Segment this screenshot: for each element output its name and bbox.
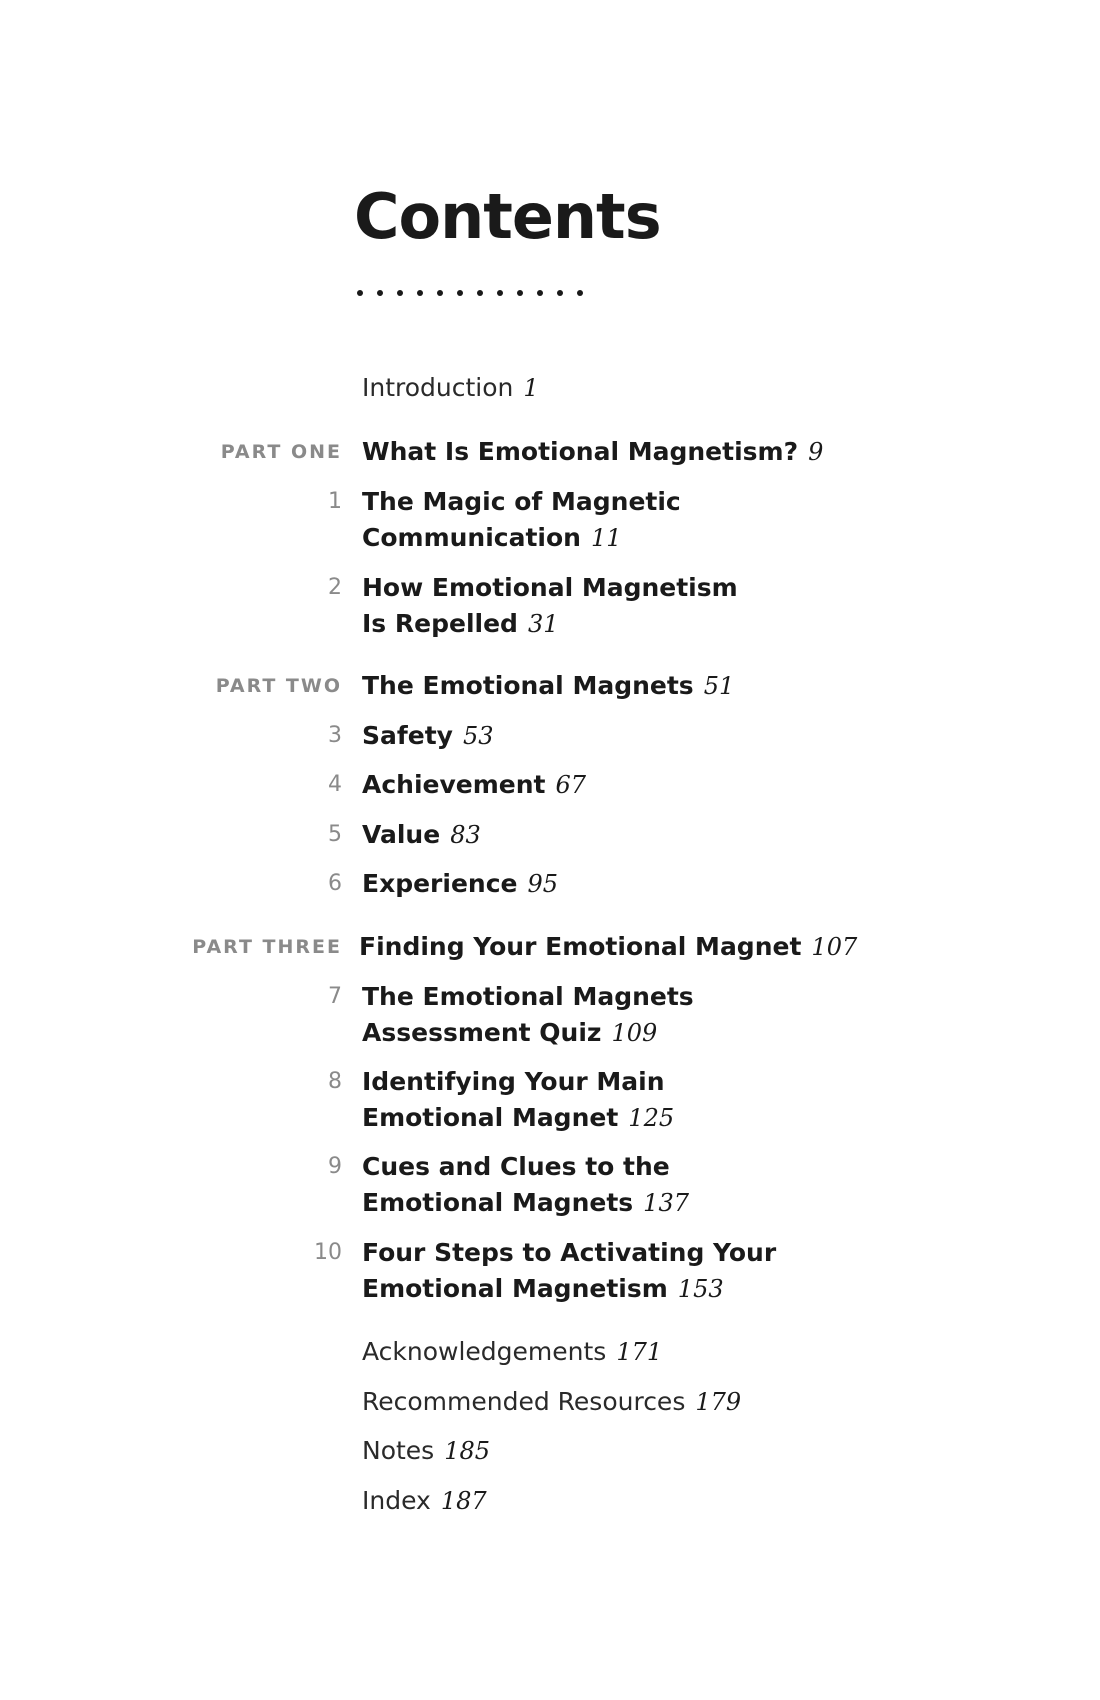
- entry-title: Experience: [362, 869, 518, 898]
- entry-text: [362, 570, 742, 642]
- entry-title: Value: [362, 820, 441, 849]
- entry-title: Acknowledgements: [362, 1337, 607, 1366]
- entry-page-number: 9: [808, 438, 824, 466]
- entry-title: Cues and Clues to the Emotional Magnets: [362, 1152, 670, 1217]
- entry-text: [362, 718, 842, 754]
- entry-title: How Emotional Magnetism Is Repelled: [362, 573, 738, 638]
- entry-title: Identifying Your Main Emotional Magnet: [362, 1067, 665, 1132]
- chapter-number: 1: [328, 489, 342, 514]
- part-label: PART THREE: [192, 936, 342, 958]
- entry-page-number: 107: [811, 933, 858, 961]
- chapter-number: 8: [328, 1069, 342, 1094]
- entry-title: Safety: [362, 721, 453, 750]
- entry-title: Introduction: [362, 373, 514, 402]
- entry-page-number: 31: [527, 610, 559, 638]
- entry-text: [362, 434, 842, 470]
- entry-text: [362, 1149, 692, 1221]
- entry-title: Notes: [362, 1436, 435, 1465]
- entry-text: [362, 484, 692, 556]
- chapter-number: 3: [328, 723, 342, 748]
- entry-page-number: 67: [555, 771, 587, 799]
- entry-page-number: 171: [616, 1338, 663, 1366]
- entry-title: The Emotional Magnets: [362, 671, 694, 700]
- entry-page-number: 185: [444, 1437, 491, 1465]
- entry-page-number: 53: [462, 722, 494, 750]
- chapter-number: 7: [328, 984, 342, 1009]
- entry-title: Recommended Resources: [362, 1387, 686, 1416]
- entry-page-number: 95: [527, 870, 559, 898]
- entry-text: [362, 767, 842, 803]
- entry-page-number: 51: [703, 672, 735, 700]
- entry-text: [362, 1384, 842, 1420]
- entry-text: [362, 668, 842, 704]
- entry-page-number: 125: [628, 1104, 675, 1132]
- entry-text: [362, 979, 702, 1051]
- entry-title: Finding Your Emotional Magnet: [359, 932, 802, 961]
- entry-text: [362, 370, 842, 406]
- entry-text: [362, 1064, 692, 1136]
- part-label: PART ONE: [220, 441, 342, 463]
- entry-title: Four Steps to Activating Your Emotional Magnetism: [362, 1238, 777, 1303]
- entry-text: [362, 1235, 782, 1307]
- entry-page-number: 11: [590, 524, 622, 552]
- part-label: PART TWO: [215, 675, 342, 697]
- chapter-number: 9: [328, 1154, 342, 1179]
- chapter-number: 4: [328, 772, 342, 797]
- chapter-number: 6: [328, 871, 342, 896]
- entry-page-number: 179: [695, 1388, 742, 1416]
- entry-title: What Is Emotional Magnetism?: [362, 437, 799, 466]
- entry-text: [362, 1483, 842, 1519]
- entry-page-number: 1: [523, 374, 539, 402]
- entry-text: [362, 1433, 842, 1469]
- chapter-number: 2: [328, 575, 342, 600]
- entry-title: Achievement: [362, 770, 546, 799]
- entry-page-number: 83: [450, 821, 481, 849]
- entry-title: The Magic of Magnetic Communication: [362, 487, 681, 552]
- entry-text: [362, 1334, 842, 1370]
- entry-text: [362, 866, 842, 902]
- entry-text: [359, 929, 879, 965]
- entry-title: Index: [362, 1486, 431, 1515]
- chapter-number: 10: [314, 1240, 342, 1265]
- entry-page-number: 153: [677, 1275, 724, 1303]
- entry-page-number: 137: [643, 1189, 689, 1217]
- chapter-number: 5: [328, 822, 342, 847]
- entry-page-number: 109: [611, 1019, 658, 1047]
- entry-text: [362, 817, 842, 853]
- entry-title: The Emotional Magnets Assessment Quiz: [362, 982, 694, 1047]
- page-title: Contents: [354, 180, 661, 253]
- entry-page-number: 187: [440, 1487, 487, 1515]
